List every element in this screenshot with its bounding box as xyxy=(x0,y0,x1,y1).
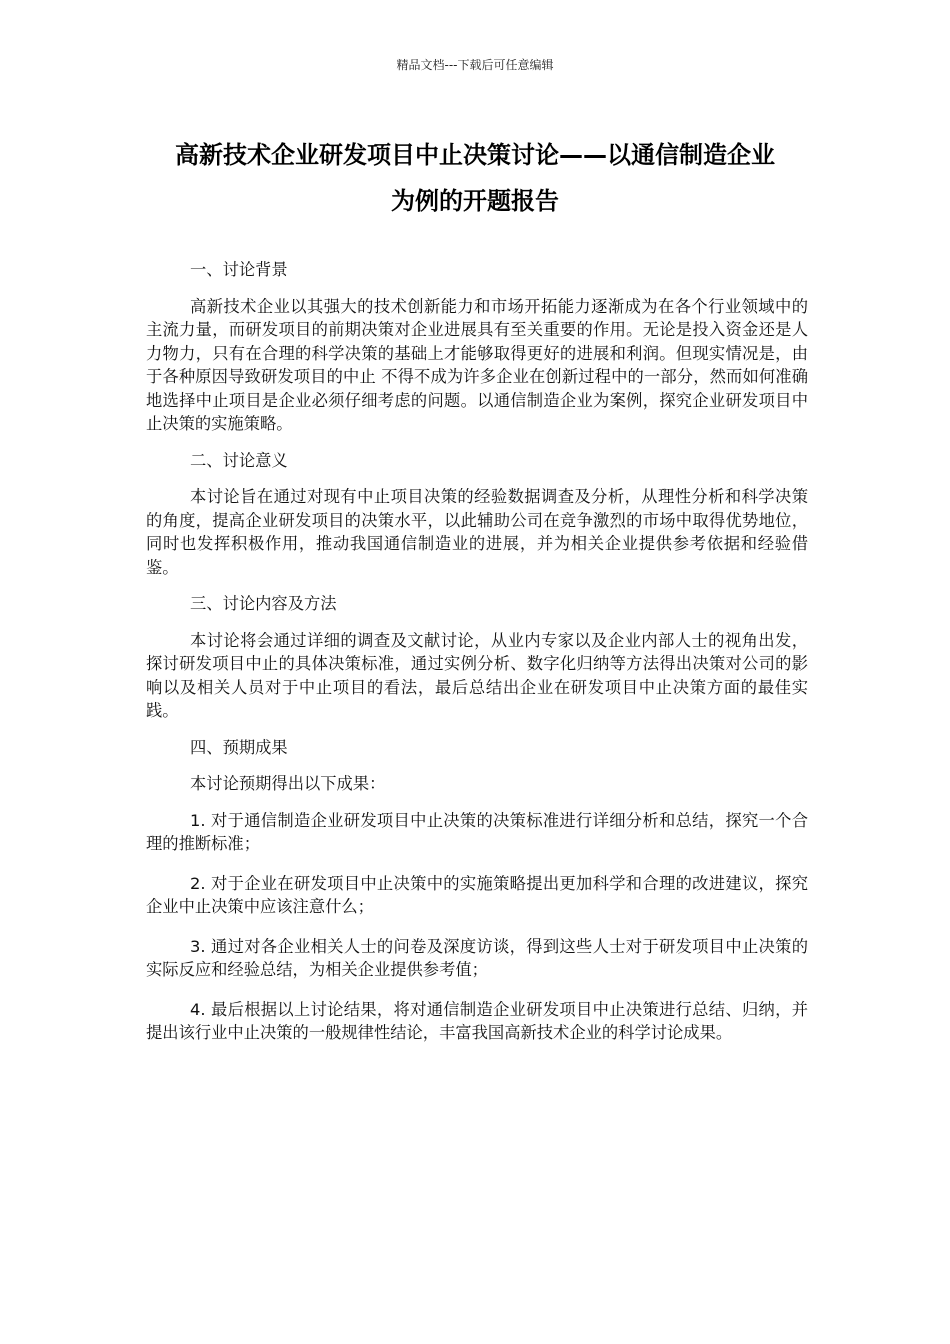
document-body xyxy=(146,258,808,1061)
section-heading-outcomes: 四、预期成果 xyxy=(190,737,288,757)
section-body-background: 高新技术企业以其强大的技术创新能力和市场开拓能力逐渐成为在各个行业领域中的主流力量，而研发项目的前期决策对企业进展具有至关重要的作用。无论是投入资金还是人力物力，只有在合理的科学决策的基础上才能够取得更好的进展和利润。但现实情况是，由于各种原因导致研发项目的中止 不得不成为许多企业在创新过程中的一部分，然而如何准确地选择中止项目是企业必须仔细考虑的问题。以通信制造企业为案例，探究企业研发项目中止决策的实施策略。 xyxy=(146,296,808,433)
outcome-item: 3. 通过对各企业相关人士的问卷及深度访谈，得到这些人士对于研发项目中止决策的实际反应和经验总结，为相关企业提供参考值； xyxy=(146,936,808,979)
section-heading-methods: 三、讨论内容及方法 xyxy=(190,594,337,613)
title-line-2: 为例的开题报告 xyxy=(391,187,559,215)
page-header: 精品文档---下载后可任意编辑 xyxy=(396,58,554,72)
outcome-item: 4. 最后根据以上讨论结果，将对通信制造企业研发项目中止决策进行总结、归纳，并提出该行业中止决策的一般规律性结论，丰富我国高新技术企业的科学讨论成果。 xyxy=(146,999,808,1042)
outcome-item: 1. 对于通信制造企业研发项目中止决策的决策标准进行详细分析和总结，探究一个合理的推断标准； xyxy=(146,810,808,853)
section-body-methods: 本讨论将会通过详细的调查及文献讨论，从业内专家以及企业内部人士的视角出发，探讨研发项目中止的具体决策标准，通过实例分析、数字化归纳等方法得出决策对公司的影响以及相关人员对于中止项目的看法，最后总结出企业在研发项目中止决策方面的最佳实践。 xyxy=(146,630,808,720)
section-heading-significance: 二、讨论意义 xyxy=(190,450,288,470)
section-heading-background: 一、讨论背景 xyxy=(190,260,288,279)
section-body-significance: 本讨论旨在通过对现有中止项目决策的经验数据调查及分析，从理性分析和科学决策的角度，提高企业研发项目的决策水平，以此辅助公司在竞争激烈的市场中取得优势地位，同时也发挥积极作用，推动我国通信制造业的进展，并为相关企业提供参考依据和经验借鉴。 xyxy=(146,487,808,577)
title-line-1: 高新技术企业研发项目中止决策讨论——以通信制造企业 xyxy=(175,141,775,169)
section-intro-outcomes: 本讨论预期得出以下成果： xyxy=(190,774,386,793)
document-title xyxy=(140,132,810,224)
outcome-item: 2. 对于企业在研发项目中止决策中的实施策略提出更加科学和合理的改进建议，探究企业中止决策中应该注意什么； xyxy=(146,873,808,916)
